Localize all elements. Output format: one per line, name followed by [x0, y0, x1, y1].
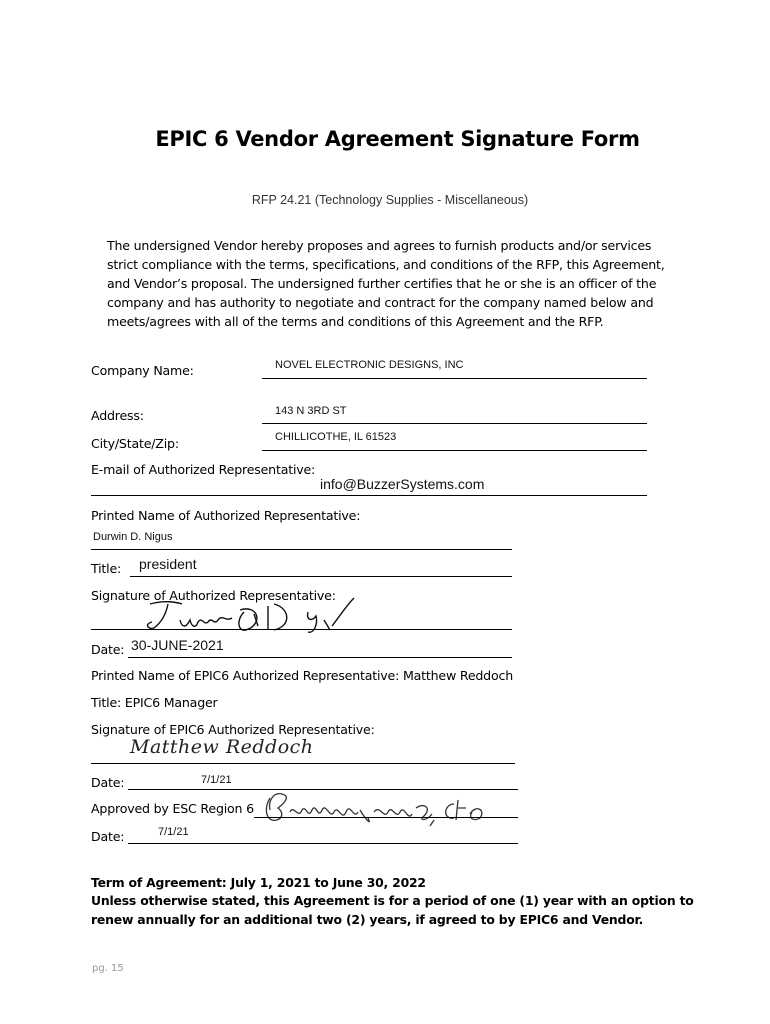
- epic6-date-value: 7/1/21: [201, 774, 232, 786]
- city-state-zip-value: CHILLICOTHE, IL 61523: [275, 431, 397, 443]
- approved-line: [254, 817, 518, 818]
- intro-line: meets/agrees with all of the terms and conditions of this Agreement and the RFP.: [107, 314, 604, 329]
- printed-name-label: Printed Name of Authorized Representative:: [91, 508, 361, 523]
- epic6-printed-name-label: Printed Name of EPIC6 Authorized Representative: Matthew Reddoch: [91, 668, 513, 683]
- epic6-signature-line: [91, 763, 515, 764]
- approved-label: Approved by ESC Region 6: [91, 801, 254, 816]
- date-line: [128, 657, 512, 658]
- epic6-date-label: Date:: [91, 775, 125, 790]
- vendor-signature: [140, 592, 365, 637]
- company-name-label: Company Name:: [91, 363, 194, 378]
- title-label: Title:: [91, 561, 122, 576]
- term-of-agreement: Term of Agreement: July 1, 2021 to June 30, 2022: [91, 875, 426, 890]
- approver-signature: [256, 790, 491, 830]
- company-name-value: NOVEL ELECTRONIC DESIGNS, INC: [275, 359, 464, 371]
- approved-date-value: 7/1/21: [158, 826, 189, 838]
- term-detail-line: Unless otherwise stated, this Agreement is for a period of one (1) year with an option to: [91, 893, 694, 908]
- address-value: 143 N 3RD ST: [275, 405, 347, 417]
- title-value: president: [139, 556, 197, 572]
- signature-line: [91, 629, 512, 630]
- company-name-line: [262, 378, 647, 379]
- email-value: info@BuzzerSystems.com: [320, 476, 485, 492]
- date-label: Date:: [91, 642, 125, 657]
- printed-name-line: [91, 549, 512, 550]
- term-detail-line: renew annually for an additional two (2) years, if agreed to by EPIC6 and Vendor.: [91, 912, 644, 927]
- epic6-signature-label: Signature of EPIC6 Authorized Representative:: [91, 722, 375, 737]
- intro-line: strict compliance with the terms, specifications, and conditions of the RFP, this Agreement,: [107, 257, 665, 272]
- title-line: [130, 576, 512, 577]
- page-number: pg. 15: [92, 963, 124, 974]
- date-value: 30-JUNE-2021: [131, 637, 224, 653]
- city-state-zip-line: [262, 450, 647, 451]
- address-line: [262, 423, 647, 424]
- email-label: E-mail of Authorized Representative:: [91, 462, 316, 477]
- approved-date-line: [128, 843, 518, 844]
- intro-line: and Vendor’s proposal. The undersigned further certifies that he or she is an officer of the: [107, 276, 657, 291]
- printed-name-value: Durwin D. Nigus: [93, 531, 173, 543]
- epic6-signature: Matthew Reddoch: [130, 736, 314, 758]
- intro-paragraph: [107, 236, 687, 331]
- city-state-zip-label: City/State/Zip:: [91, 436, 179, 451]
- signature-label: Signature of Authorized Representative:: [91, 588, 336, 603]
- email-line: [91, 495, 647, 496]
- rfp-subtitle: RFP 24.21 (Technology Supplies - Miscellaneous): [251, 193, 529, 207]
- intro-line: company and has authority to negotiate and contract for the company named below and: [107, 295, 654, 310]
- approved-date-label: Date:: [91, 829, 125, 844]
- address-label: Address:: [91, 408, 144, 423]
- page-title: EPIC 6 Vendor Agreement Signature Form: [155, 127, 640, 151]
- epic6-title-label: Title: EPIC6 Manager: [91, 695, 218, 710]
- intro-line: The undersigned Vendor hereby proposes and agrees to furnish products and/or services: [107, 238, 652, 253]
